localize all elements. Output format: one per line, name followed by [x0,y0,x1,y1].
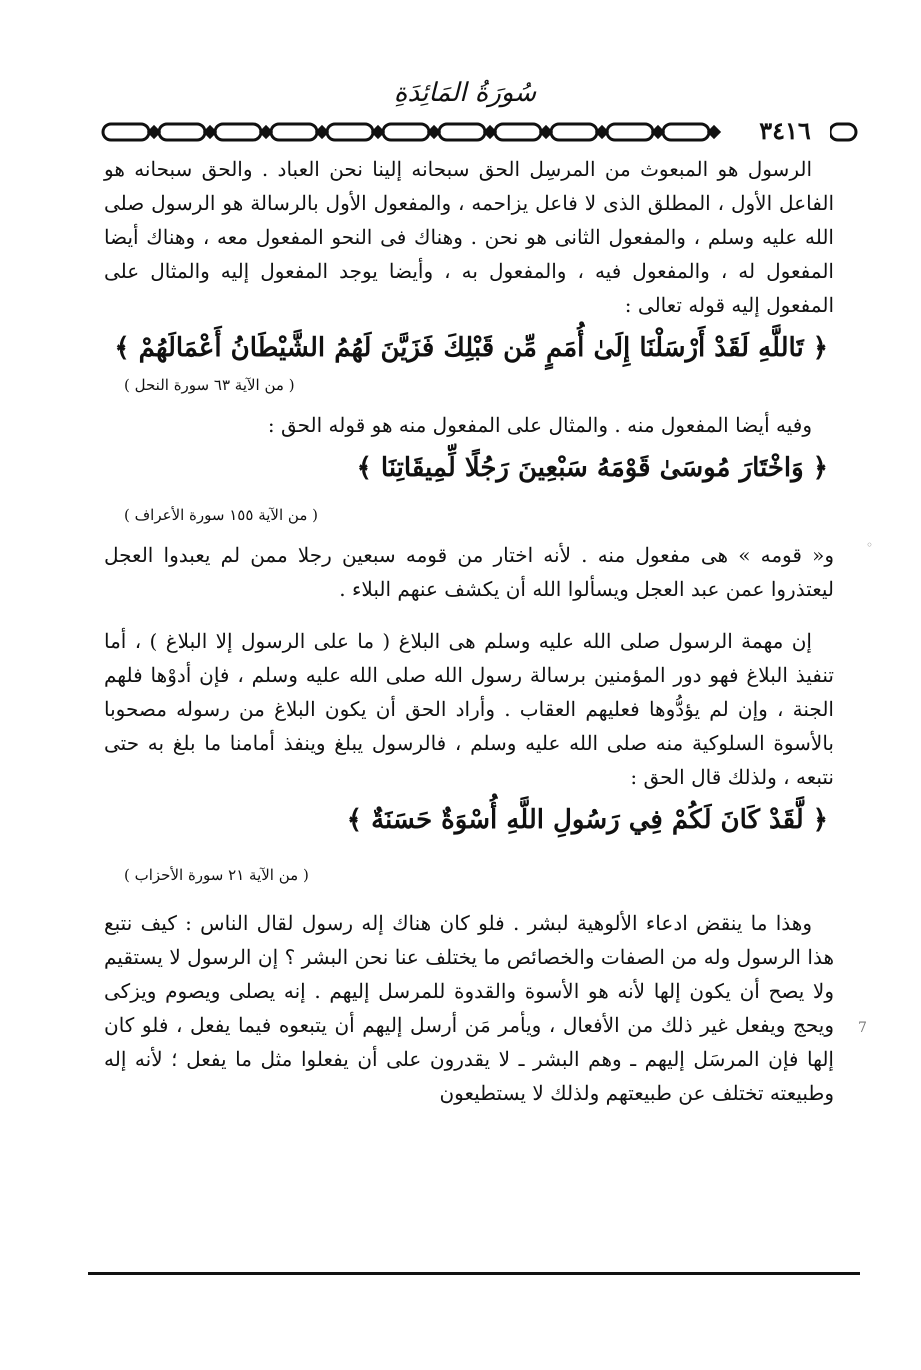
chain-link [383,124,429,140]
chain-link [439,124,485,140]
chain-link [327,124,373,140]
margin-mark: ◦ [866,538,874,552]
surah-title: سُورَةُ المَائِدَةِ [393,78,537,108]
paragraph-3: و« قومه » هى مفعول منه . لأنه اختار من قومه سبعين رجلا ممن لم يعبدوا العجل ليعتذروا عمن عبد العجل ويسألوا الله أن يكشف عنهم البلاء . [104,543,834,601]
paragraph-5: وهذا ما ينقض ادعاء الألوهية لبشر . فلو كان هناك إله رسول لقال الناس : كيف نتبع هذا الرسول وله من الصفات والخصائص ما يختلف عنا نحن البشر ؟ إن الرسول لا يستقيم ولا يصح أن يكون إلها لأنه هو الأسوة والقدوة للمرسل إليهم . إنه يصلى ويصوم ويزكى ويحج ويفعل غير ذلك من الأفعال ، ويأمر مَن أرسل إليهم أن يتبعوه فيما يفعل ، فلو كان إلها فإن المرسَل إليهم ـ وهم البشر ـ لا يقدرون على أن يفعلوا مثل ما يفعل ؛ لأنه إله وطبيعته تختلف عن طبيعتهم ولذلك لا يستطيعون [104,911,834,1105]
page-number: ٣٤١٦ [740,116,830,146]
paragraph-2: وفيه أيضا المفعول منه . والمثال على المفعول منه هو قوله الحق : [267,413,812,437]
chain-link [215,124,261,140]
chain-diamond [709,127,719,137]
footer-rule [88,1272,860,1275]
spacer [104,844,834,862]
spacer [104,888,834,906]
chain-link [271,124,317,140]
verse-source-3: ( من الآية ٢١ سورة الأحزاب ) [124,866,309,884]
chain-link [103,124,149,140]
chain-link [607,124,653,140]
chain-link [159,124,205,140]
chain-link [495,124,541,140]
spacer [104,606,834,624]
paragraph-1: الرسول هو المبعوث من المرسِل الحق سبحانه إلينا نحن العباد . والحق سبحانه هو الفاعل الأول ، المطلق الذى لا فاعل يزاحمه ، والمفعول الأول بالرسالة هو الرسول صلى الله عليه وسلم ، والمفعول الثانى هو نحن . وهناك فى النحو المفعول معه ، وهناك أيضا المفعول له ، والمفعول فيه ، والمفعول به ، وأيضا يوجد المفعول إليه والمثال على المفعول إليه قوله تعالى : [104,157,834,317]
chain-link [663,124,709,140]
chain-link [551,124,597,140]
spacer [104,528,834,538]
margin-mark: 7 [858,1020,867,1036]
spacer [104,398,834,408]
quran-verse-2: ﴿ وَاخْتَارَ مُوسَىٰ قَوْمَهُ سَبْعِينَ رَجُلًا لِّمِيقَاتِنَا ﴾ [356,453,828,483]
paragraph-4: إن مهمة الرسول صلى الله عليه وسلم هى البلاغ ( ما على الرسول إلا البلاغ ) ، أما تنفيذ البلاغ فهو دور المؤمنين برسالة رسول الله صلى الله عليه وسلم ، فإن أدوْها فلهم الجنة ، وإن لم يؤدُّوها فعليهم العقاب . وأراد الحق أن يكون البلاغ من رسوله مصحوبا بالأسوة السلوكية منه صلى الله عليه وسلم ، فالرسول يبلغ وينفذ أمامنا ما بلغ به حتى نتبعه ، ولذلك قال الحق : [104,629,834,789]
quran-verse-1: ﴿ تَاللَّهِ لَقَدْ أَرْسَلْنَا إِلَىٰ أُمَمٍ مِّن قَبْلِكَ فَزَيَّنَ لَهُمُ الشَّيْطَانُ أَعْمَالَهُمْ ﴾ [114,333,828,363]
verse-source-2: ( من الآية ١٥٥ سورة الأعراف ) [124,506,318,524]
page-content [104,152,834,1110]
chain-link [830,124,856,140]
verse-source-1: ( من الآية ٦٣ سورة النحل ) [124,376,295,394]
spacer [104,492,834,502]
quran-verse-3: ﴿ لَّقَدْ كَانَ لَكُمْ فِي رَسُولِ اللَّهِ أُسْوَةٌ حَسَنَةٌ ﴾ [346,805,828,835]
